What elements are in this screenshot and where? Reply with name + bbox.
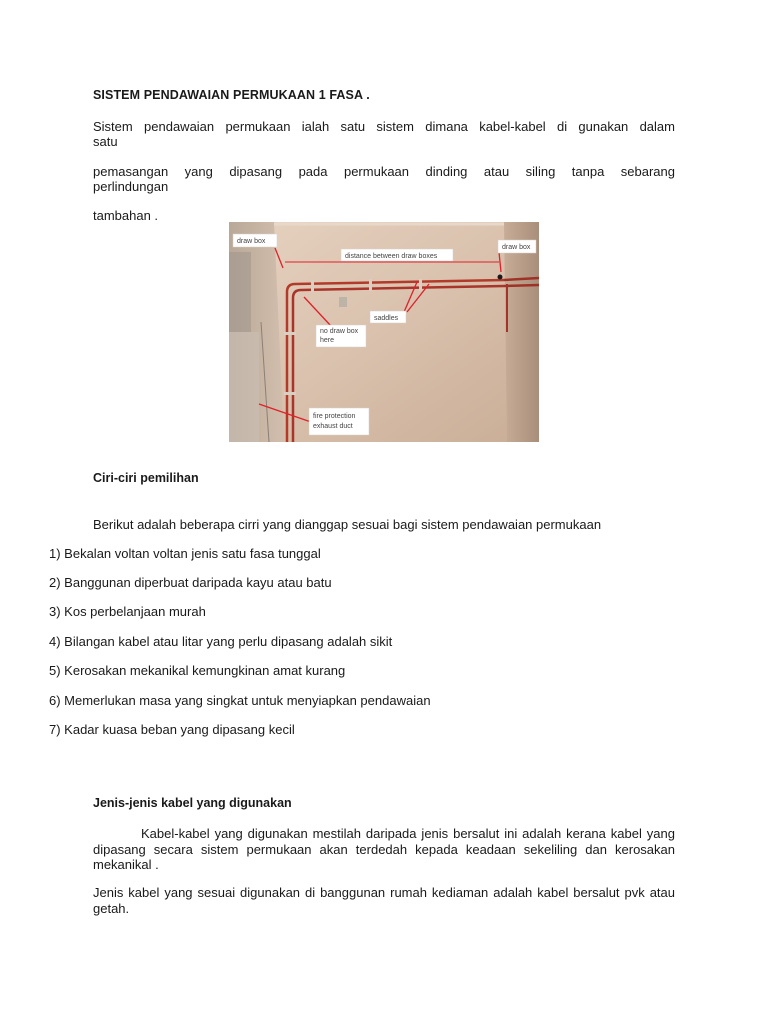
right-wall [504,222,539,442]
wiring-photo [229,222,539,442]
conduit-right-2 [504,285,539,286]
wall-fixture [339,297,347,307]
intro-line-1-wrap: satu [93,134,118,149]
section2-paragraph-2: Jenis kabel yang sesuai digunakan di banggunan rumah kediaman adalah kabel bersalut pvk atau getah. [93,885,675,916]
left-wall-panel [229,332,259,442]
list-item: 2) Banggunan diperbuat daripada kayu atau batu [49,575,332,590]
section-heading-jenis-kabel: Jenis-jenis kabel yang digunakan [93,796,292,810]
label-saddles: saddles [374,315,399,322]
label-draw-box-left: draw box [237,238,266,245]
saddle [284,332,296,335]
section-heading-ciri-ciri: Ciri-ciri pemilihan [93,471,199,485]
section2-paragraph-1: Kabel-kabel yang digunakan mestilah daripada jenis bersalut ini adalah kerana kabel yang dipasang secara sistem permukaan akan terdedah kepada keadaan sekeliling dan kerosakan mekanikal . [93,826,675,872]
saddle [311,280,314,292]
intro-line-3: tambahan . [93,208,159,223]
intro-line-2: pemasangan yang dipasang pada permukaan dinding atau siling tanpa sebarang [93,164,675,179]
draw-box-marker [498,275,503,280]
list-item: 3) Kos perbelanjaan murah [49,604,206,619]
saddle [369,279,372,291]
label-no-draw-box-2: here [320,337,335,344]
wiring-photo-svg [229,222,539,442]
intro-line-2-wrap: perlindungan [93,179,169,194]
intro-line-1: Sistem pendawaian permukaan ialah satu sistem dimana kabel-kabel di gunakan dalam [93,119,675,134]
section1-lead: Berikut adalah beberapa cirri yang dianggap sesuai bagi sistem pendawaian permukaan [93,517,602,532]
list-item: 7) Kadar kuasa beban yang dipasang kecil [49,722,295,737]
list-item: 1) Bekalan voltan voltan jenis satu fasa tunggal [49,546,321,561]
label-fire-protection-1: fire protection [313,413,356,420]
label-fire-protection-2: exhaust duct [313,423,353,430]
list-item: 5) Kerosakan mekanikal kemungkinan amat kurang [49,663,346,678]
label-distance: distance between draw boxes [345,253,438,260]
document-title: SISTEM PENDAWAIAN PERMUKAAN 1 FASA . [93,88,370,102]
list-item: 6) Memerlukan masa yang singkat untuk menyiapkan pendawaian [49,693,431,708]
saddle [284,392,296,395]
label-draw-box-right: draw box [502,244,531,251]
label-no-draw-box-1: no draw box [320,328,359,335]
left-wall-texture [229,252,251,332]
saddle [419,279,422,291]
list-item: 4) Bilangan kabel atau litar yang perlu dipasang adalah sikit [49,634,393,649]
